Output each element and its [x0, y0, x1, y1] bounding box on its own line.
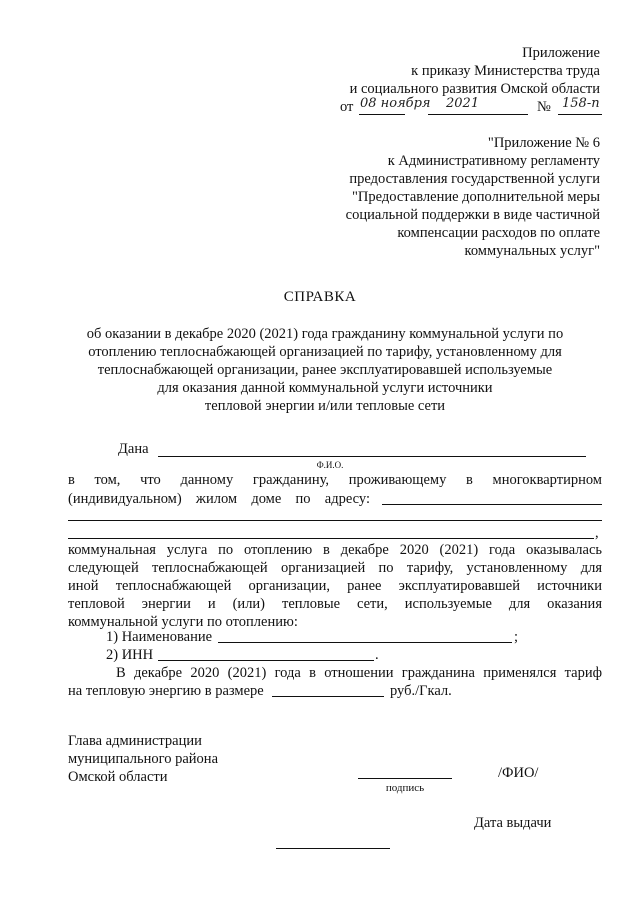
head-signature-block	[68, 732, 218, 786]
document-title: СПРАВКА	[283, 289, 357, 305]
signature-caption: подпись	[385, 782, 425, 794]
subtitle-line: тепловой энергии и/или тепловые сети	[204, 398, 446, 414]
item-inn-label: 2) ИНН	[106, 647, 154, 663]
inn-line[interactable]	[158, 660, 374, 661]
fio-signature-label: /ФИО/	[498, 765, 539, 781]
paragraph-line: следующей теплоснабжающей организацией по тарифу, установленному для	[68, 560, 602, 576]
subtitle-line: об оказании в декабре 2020 (2021) года гражданину коммунальной услуги по	[86, 326, 564, 342]
head-title-line: Омской области	[68, 769, 168, 785]
appendix-line: предоставления государственной услуги	[349, 171, 600, 187]
org-name-line[interactable]	[218, 642, 512, 643]
handwritten-number: 158-п	[562, 96, 600, 111]
order-header	[280, 44, 600, 98]
address-line-2[interactable]	[68, 520, 602, 521]
address-comma: ,	[595, 525, 599, 541]
header-line-2: к приказу Министерства труда	[411, 63, 600, 79]
header-line-1: Приложение	[522, 45, 600, 61]
tariff-line-2-suffix: руб./Гкал.	[390, 683, 452, 699]
tariff-line-2-prefix: на тепловую энергию в размере	[68, 683, 264, 699]
document-subtitle	[40, 325, 610, 415]
appendix-line: "Приложение № 6	[487, 135, 600, 151]
head-title-line: Глава администрации	[68, 733, 202, 749]
paragraph-line: тепловой энергии и (или) тепловые сети, используемые для оказания	[68, 596, 602, 612]
handwritten-date: 08 ноября	[360, 96, 431, 111]
paragraph-line: коммунальная услуга по отоплению в декабре 2020 (2021) года оказывалась	[68, 542, 602, 558]
appendix-line: социальной поддержки в виде частичной	[345, 207, 600, 223]
signature-line[interactable]	[358, 778, 452, 779]
handwritten-year: 2021	[446, 96, 480, 111]
appendix-line: "Предоставление дополнительной меры	[352, 189, 600, 205]
appendix-line: к Административному регламенту	[387, 153, 600, 169]
citizen-line: в том, что данному гражданину, проживающему в многоквартирном	[68, 472, 602, 488]
dana-label: Дана	[118, 441, 149, 457]
item-name-label: 1) Наименование	[106, 629, 213, 645]
subtitle-line: для оказания данной коммунальной услуги источники	[157, 380, 493, 396]
issue-date-label: Дата выдачи	[474, 815, 552, 831]
address-line-1[interactable]	[382, 504, 602, 505]
appendix-line: коммунальных услуг"	[464, 243, 600, 259]
subtitle-line: отоплению теплоснабжающей организацией по тарифу, установленному для	[88, 344, 562, 360]
head-title-line: муниципального района	[68, 751, 218, 767]
address-line-3[interactable]	[68, 538, 594, 539]
fio-caption: Ф.И.О.	[316, 460, 344, 470]
item-inn-end: .	[375, 647, 379, 663]
paragraph-line: иной теплоснабжающей организации, ранее эксплуатировавшей источники	[68, 578, 602, 594]
subtitle-line: теплоснабжающей организации, ранее эксплуатировавшей используемые	[97, 362, 553, 378]
house-line: (индивидуальном) жилом доме по адресу:	[68, 491, 370, 507]
fio-line[interactable]	[158, 456, 586, 457]
appendix-block	[280, 134, 600, 260]
issue-date-line[interactable]	[276, 848, 390, 849]
tariff-line-1: В декабре 2020 (2021) года в отношении гражданина применялся тариф	[116, 665, 602, 681]
number-sign: №	[537, 99, 551, 115]
service-paragraph	[68, 541, 602, 631]
order-date-number	[340, 98, 602, 118]
tariff-value-line[interactable]	[272, 696, 384, 697]
item-name-end: ;	[514, 629, 519, 645]
from-label: от	[340, 99, 354, 115]
header-line-3: и социального развития Омской области	[349, 81, 600, 97]
appendix-line: компенсации расходов по оплате	[397, 225, 600, 241]
paragraph-line: коммунальной услуги по отоплению:	[68, 614, 298, 630]
